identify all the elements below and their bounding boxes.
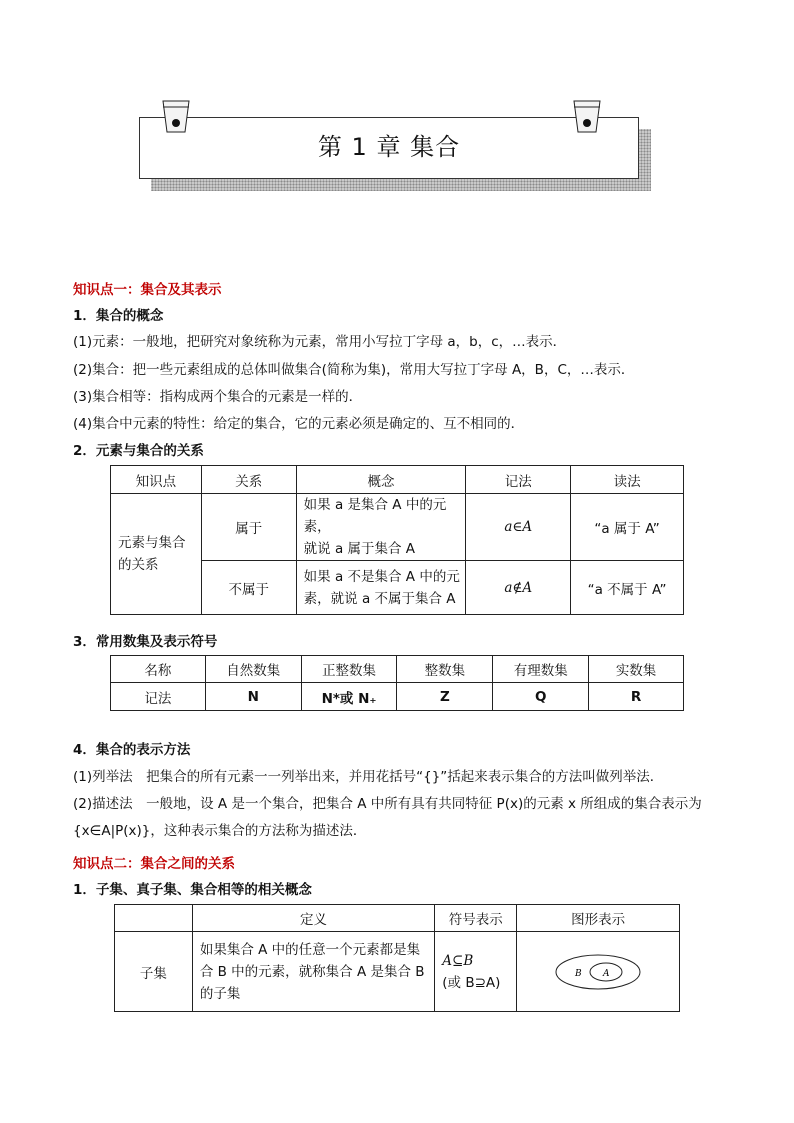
set-symbol-cell: N*或 N₊: [301, 683, 397, 711]
table-row: [111, 656, 684, 683]
table-row: [111, 683, 684, 711]
symbol-line: (或 B⊇A): [442, 974, 501, 991]
kp1-s3-title: 3．常用数集及表示符号: [73, 634, 218, 650]
kp2-s1-title: 1．子集、真子集、集合相等的相关概念: [73, 882, 312, 898]
concept-line: 如果 a 是集合 A 中的元素，: [303, 497, 447, 535]
kp1-s4-title: 4．集合的表示方法: [73, 742, 191, 758]
table-header-row: [111, 466, 684, 494]
venn-label-outer: B: [575, 968, 582, 979]
reading-cell: “a 属于 A”: [571, 494, 684, 561]
kp1-s1-line: (4)集合中元素的特性：给定的集合，它的元素必须是确定的、互不相同的．: [73, 416, 525, 432]
kp1-s4-line: (2)描述法 一般地，设 A 是一个集合，把集合 A 中所有具有共同特征 P(x)的元素 x 所组成的集合表示为: [73, 796, 702, 812]
kp1-s4-line: {x∈A|P(x)}，这种表示集合的方法称为描述法．: [73, 823, 367, 839]
relation-cell: 不属于: [201, 561, 296, 615]
notation-cell: a∈A: [466, 494, 571, 561]
table-header: 概念: [296, 466, 466, 494]
set-symbol-cell: Z: [397, 683, 493, 711]
set-name-cell: 有理数集: [493, 656, 589, 683]
concept-line: 如果 a 不是集合 A 中的元: [303, 568, 460, 585]
table-header: [115, 905, 193, 932]
symbol-line: A⊆B: [442, 952, 474, 969]
concept-line: 素，就说 a 不属于集合 A: [303, 590, 456, 607]
table-header: 记法: [466, 466, 571, 494]
table-row: [111, 494, 684, 561]
table-header: 知识点: [111, 466, 202, 494]
definition-line: 的子集: [199, 985, 241, 1002]
table-header: 定义: [192, 905, 434, 932]
row-label-line: 元素与集合: [118, 535, 186, 551]
set-name-cell: 实数集: [589, 656, 684, 683]
table-header: 关系: [201, 466, 296, 494]
set-name-cell: 正整数集: [301, 656, 397, 683]
number-sets-table: [110, 655, 684, 711]
table-header: 符号表示: [435, 905, 517, 932]
set-symbol-cell: 记法: [111, 683, 206, 711]
symbol-cell: [435, 932, 517, 1012]
row-label-cell: 子集: [115, 932, 193, 1012]
concept-line: 就说 a 属于集合 A: [303, 541, 416, 557]
set-name-cell: 整数集: [397, 656, 493, 683]
concept-cell: [296, 561, 466, 615]
venn-label-inner: A: [603, 968, 610, 979]
subset-table: [114, 904, 680, 1012]
table-row: [115, 932, 680, 1012]
table-header: 图形表示: [517, 905, 680, 932]
kp1-s1-line: (3)集合相等：指构成两个集合的元素是一样的．: [73, 389, 363, 405]
chapter-title: 第 1 章 集合: [317, 133, 461, 161]
concept-cell: [296, 494, 466, 561]
pin-right-icon: [572, 100, 602, 132]
kp1-s1-title: 1．集合的概念: [73, 308, 164, 324]
table-header: 读法: [571, 466, 684, 494]
relation-table: [110, 465, 684, 615]
kp1-s2-title: 2．元素与集合的关系: [73, 443, 204, 459]
reading-cell: “a 不属于 A”: [571, 561, 684, 615]
notation-cell: a∉A: [466, 561, 571, 615]
relation-cell: 属于: [201, 494, 296, 561]
set-name-cell: 自然数集: [205, 656, 301, 683]
table-header-row: [115, 905, 680, 932]
venn-cell: [517, 932, 680, 1012]
kp2-heading: 知识点二：集合之间的关系: [73, 856, 235, 872]
set-symbol-cell: R: [589, 683, 684, 711]
row-label-line: 的关系: [118, 557, 159, 573]
pin-left-icon: [161, 100, 191, 132]
definition-line: 合 B 中的元素，就称集合 A 是集合 B: [199, 963, 425, 980]
venn-diagram: [553, 952, 643, 992]
set-name-cell: 名称: [111, 656, 206, 683]
definition-cell: [192, 932, 434, 1012]
kp1-s1-line: (1)元素：一般地，把研究对象统称为元素，常用小写拉丁字母 a，b，c，…表示．: [73, 334, 567, 350]
kp1-heading: 知识点一：集合及其表示: [73, 282, 222, 298]
set-symbol-cell: N: [205, 683, 301, 711]
kp1-s1-line: (2)集合：把一些元素组成的总体叫做集合(简称为集)，常用大写拉丁字母 A，B，C，…表示．: [73, 362, 635, 378]
kp1-s4-line: (1)列举法 把集合的所有元素一一列举出来，并用花括号“{}”括起来表示集合的方法叫做列举法．: [73, 769, 664, 785]
row-label-cell: [111, 494, 202, 615]
set-symbol-cell: Q: [493, 683, 589, 711]
definition-line: 如果集合 A 中的任意一个元素都是集: [199, 941, 421, 958]
